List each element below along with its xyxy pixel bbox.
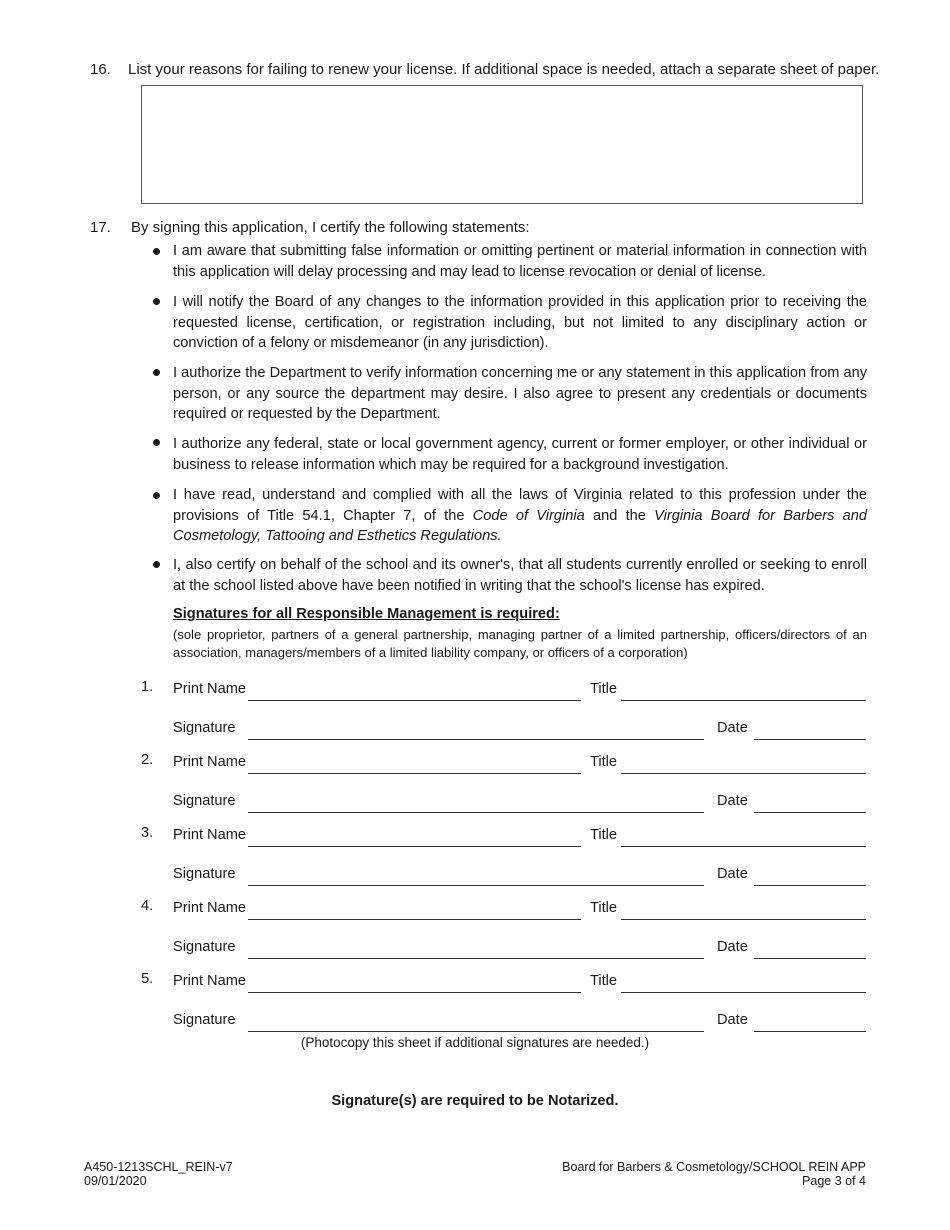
date-label: Date: [717, 1012, 748, 1028]
statement-5-code-of-virginia: Code of Virginia: [472, 507, 585, 524]
signature-label: Signature: [173, 720, 236, 736]
title-label: Title: [590, 827, 618, 843]
board-name: Board for Barbers & Cosmetology/SCHOOL REIN APP: [562, 1160, 866, 1174]
certify-statement-6: I, also certify on behalf of the school and its owner's, that all students currently enrolled or seeking to enroll at the school listed above have been notified in writing that the school's license has expired.: [173, 557, 867, 594]
form-id: A450-1213SCHL_REIN-v7: [84, 1160, 233, 1174]
notary-note: Signature(s) are required to be Notarized.: [331, 1093, 619, 1109]
title-field-1[interactable]: [621, 700, 866, 701]
date-label: Date: [717, 939, 748, 955]
q16-number: 16.: [90, 61, 111, 78]
signature-label: Signature: [173, 939, 236, 955]
title-label: Title: [590, 754, 618, 770]
title-field-4[interactable]: [621, 919, 866, 920]
certify-statement-5: [173, 485, 867, 547]
reasons-textbox[interactable]: [141, 85, 863, 204]
print-name-field-2[interactable]: [248, 773, 581, 774]
date-label: Date: [717, 793, 748, 809]
print-name-label: Print Name: [173, 754, 246, 770]
date-field-3[interactable]: [754, 885, 866, 886]
signature-field-3[interactable]: [248, 885, 704, 886]
date-label: Date: [717, 866, 748, 882]
bullet-dot-icon: [153, 248, 160, 255]
signature-field-5[interactable]: [248, 1031, 704, 1032]
q17-text: By signing this application, I certify the following statements:: [131, 219, 530, 236]
print-name-label: Print Name: [173, 973, 246, 989]
signer-number-2: 2.: [141, 752, 154, 768]
print-name-field-3[interactable]: [248, 846, 581, 847]
signature-label: Signature: [173, 866, 236, 882]
signer-number-5: 5.: [141, 971, 154, 987]
date-field-5[interactable]: [754, 1031, 866, 1032]
print-name-field-5[interactable]: [248, 992, 581, 993]
statement-5-part2: and the: [584, 507, 655, 524]
page-number: Page 3 of 4: [802, 1174, 866, 1188]
date-field-2[interactable]: [754, 812, 866, 813]
signature-field-2[interactable]: [248, 812, 704, 813]
statement-5-regulations: Virginia Board for Barbers and Cosmetology, Tattooing and Esthetics Regulations.: [173, 507, 867, 544]
date-label: Date: [717, 720, 748, 736]
date-field-4[interactable]: [754, 958, 866, 959]
footer-right: [562, 1160, 866, 1188]
form-date: 09/01/2020: [84, 1174, 147, 1188]
bullet-dot-icon: [153, 369, 160, 376]
title-label: Title: [590, 681, 618, 697]
signer-number-3: 3.: [141, 825, 154, 841]
signature-field-1[interactable]: [248, 739, 704, 740]
title-label: Title: [590, 900, 618, 916]
title-field-2[interactable]: [621, 773, 866, 774]
print-name-field-1[interactable]: [248, 700, 581, 701]
footer-left: [84, 1160, 233, 1188]
signatures-subtext: (sole proprietor, partners of a general partnership, managing partner of a limited partnership, officers/directors of an association, managers/members of a limited liability company, or officers of a corporation): [173, 627, 867, 660]
signer-number-4: 4.: [141, 898, 154, 914]
print-name-label: Print Name: [173, 900, 246, 916]
print-name-label: Print Name: [173, 827, 246, 843]
title-field-5[interactable]: [621, 992, 866, 993]
bullet-dot-icon: [153, 439, 160, 446]
print-name-label: Print Name: [173, 681, 246, 697]
signatures-heading: Signatures for all Responsible Management is required:: [173, 606, 560, 622]
date-field-1[interactable]: [754, 739, 866, 740]
statement-5-part1: I have read, understand and complied with all the laws of Virginia related to this profession under the provisions of Title 54.1, Chapter 7, of the: [173, 487, 867, 524]
certify-statement-3: I authorize the Department to verify information concerning me or any statement in this application from any person, or any source the department may desire. I also agree to present any credentials or documents required or requested by the Department.: [173, 365, 867, 422]
title-field-3[interactable]: [621, 846, 866, 847]
print-name-field-4[interactable]: [248, 919, 581, 920]
certify-statement-2: I will notify the Board of any changes to the information provided in this application prior to receiving the requested license, certification, or registration including, but not limited to any disciplinary action or conviction of a felony or misdemeanor (in any jurisdiction).: [173, 294, 867, 351]
q16-text: List your reasons for failing to renew your license. If additional space is needed, attach a separate sheet of paper.: [128, 61, 880, 78]
certify-statement-1: I am aware that submitting false information or omitting pertinent or material information in connection with this application will delay processing and may lead to license revocation or denial of license.: [173, 243, 867, 280]
bullet-dot-icon: [153, 492, 160, 499]
bullet-dot-icon: [153, 561, 160, 568]
signature-label: Signature: [173, 1012, 236, 1028]
certify-statement-4: I authorize any federal, state or local government agency, current or former employer, or other individual or business to release information which may be required for a background investigation.: [173, 436, 867, 473]
signature-field-4[interactable]: [248, 958, 704, 959]
photocopy-note: (Photocopy this sheet if additional signatures are needed.): [300, 1035, 650, 1050]
title-label: Title: [590, 973, 618, 989]
q17-number: 17.: [90, 219, 111, 236]
bullet-dot-icon: [153, 298, 160, 305]
signature-label: Signature: [173, 793, 236, 809]
signer-number-1: 1.: [141, 679, 154, 695]
